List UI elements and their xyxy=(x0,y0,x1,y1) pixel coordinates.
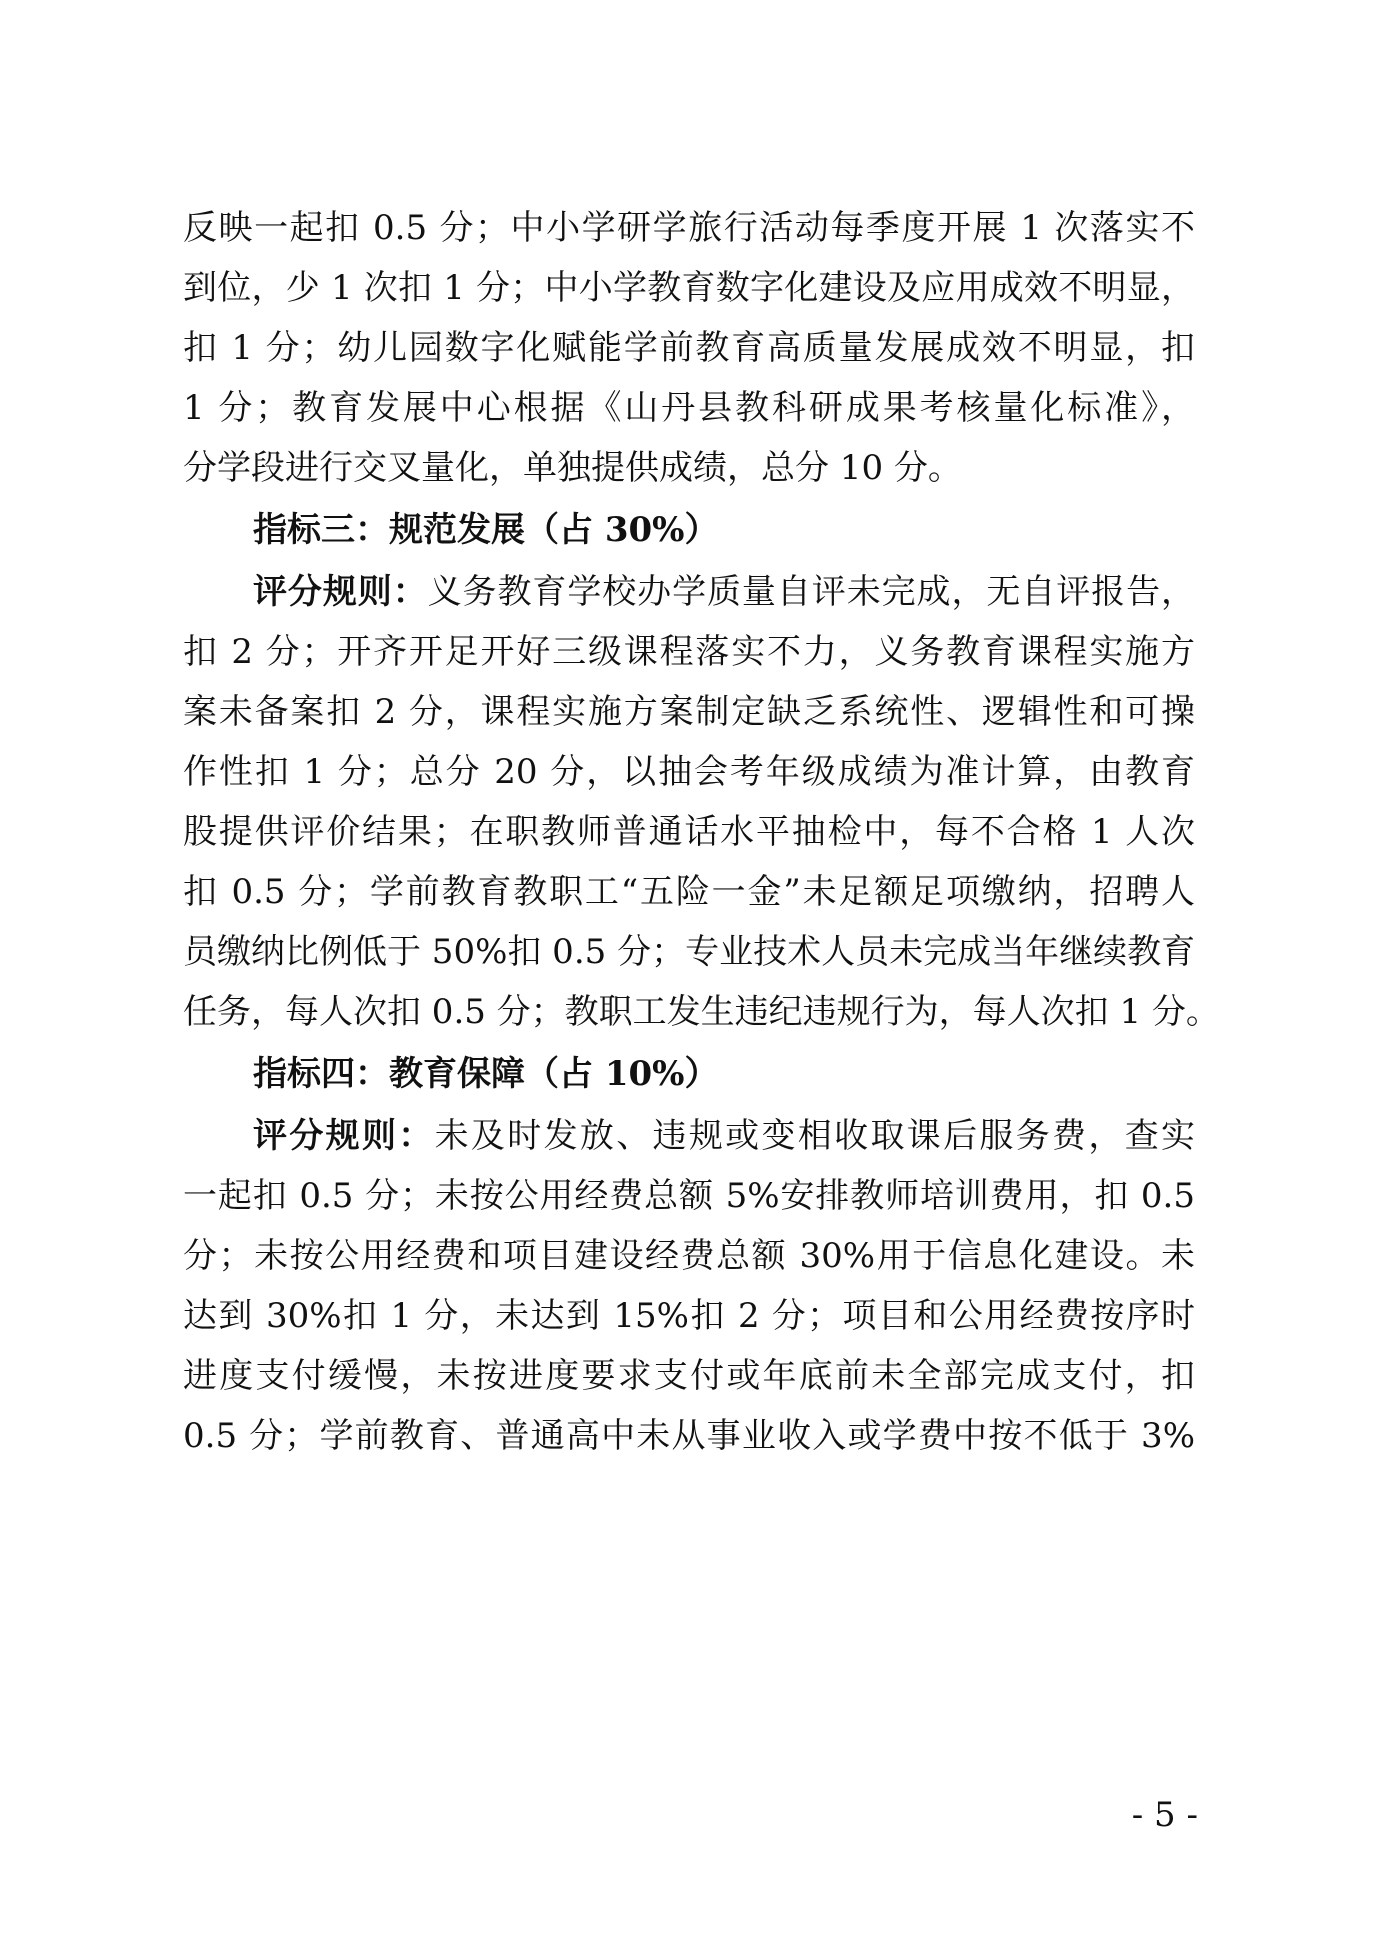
indicator-4-rule-line xyxy=(253,1106,1195,1166)
indicator-3-rule-line xyxy=(253,562,1195,622)
text-line: 分学段进行交叉量化，单独提供成绩，总分 10 分。 xyxy=(183,448,962,488)
rule-label: 评分规则： xyxy=(253,1116,435,1156)
rule-text: 未及时发放、违规或变相收取课后服务费，查实 xyxy=(434,1116,1196,1156)
text-line: 案未备案扣 2 分，课程实施方案制定缺乏系统性、逻辑性和可操 xyxy=(183,692,1195,732)
text-line: 股提供评价结果；在职教师普通话水平抽检中，每不合格 1 人次 xyxy=(183,812,1195,852)
indicator-4-heading: 指标四：教育保障（占 10%） xyxy=(253,1054,719,1094)
page-number: - 5 - xyxy=(1131,1795,1198,1835)
text-line: 任务，每人次扣 0.5 分；教职工发生违纪违规行为，每人次扣 1 分。 xyxy=(183,992,1220,1032)
text-line: 扣 1 分；幼儿园数字化赋能学前教育高质量发展成效不明显，扣 xyxy=(183,328,1195,368)
text-line: 进度支付缓慢，未按进度要求支付或年底前未全部完成支付，扣 xyxy=(183,1356,1195,1396)
rule-text: 义务教育学校办学质量自评未完成，无自评报告， xyxy=(427,572,1196,612)
rule-label: 评分规则： xyxy=(253,572,428,612)
text-line: 到位，少 1 次扣 1 分；中小学教育数字化建设及应用成效不明显， xyxy=(183,268,1195,308)
text-line: 一起扣 0.5 分；未按公用经费总额 5%安排教师培训费用，扣 0.5 xyxy=(183,1176,1195,1216)
text-line: 作性扣 1 分；总分 20 分，以抽会考年级成绩为准计算，由教育 xyxy=(183,752,1195,792)
indicator-3-heading: 指标三：规范发展（占 30%） xyxy=(253,510,719,550)
text-line: 员缴纳比例低于 50%扣 0.5 分；专业技术人员未完成当年继续教育 xyxy=(183,932,1196,972)
text-line: 反映一起扣 0.5 分；中小学研学旅行活动每季度开展 1 次落实不 xyxy=(183,208,1195,248)
text-line: 扣 0.5 分；学前教育教职工“五险一金”未足额足项缴纳，招聘人 xyxy=(183,872,1195,912)
text-line: 1 分；教育发展中心根据《山丹县教科研成果考核量化标准》， xyxy=(183,388,1195,428)
text-line: 达到 30%扣 1 分，未达到 15%扣 2 分；项目和公用经费按序时 xyxy=(183,1296,1195,1336)
text-line: 扣 2 分；开齐开足开好三级课程落实不力，义务教育课程实施方 xyxy=(183,632,1195,672)
text-line: 0.5 分；学前教育、普通高中未从事业收入或学费中按不低于 3% xyxy=(183,1416,1195,1456)
text-line: 分；未按公用经费和项目建设经费总额 30%用于信息化建设。未 xyxy=(183,1236,1195,1276)
